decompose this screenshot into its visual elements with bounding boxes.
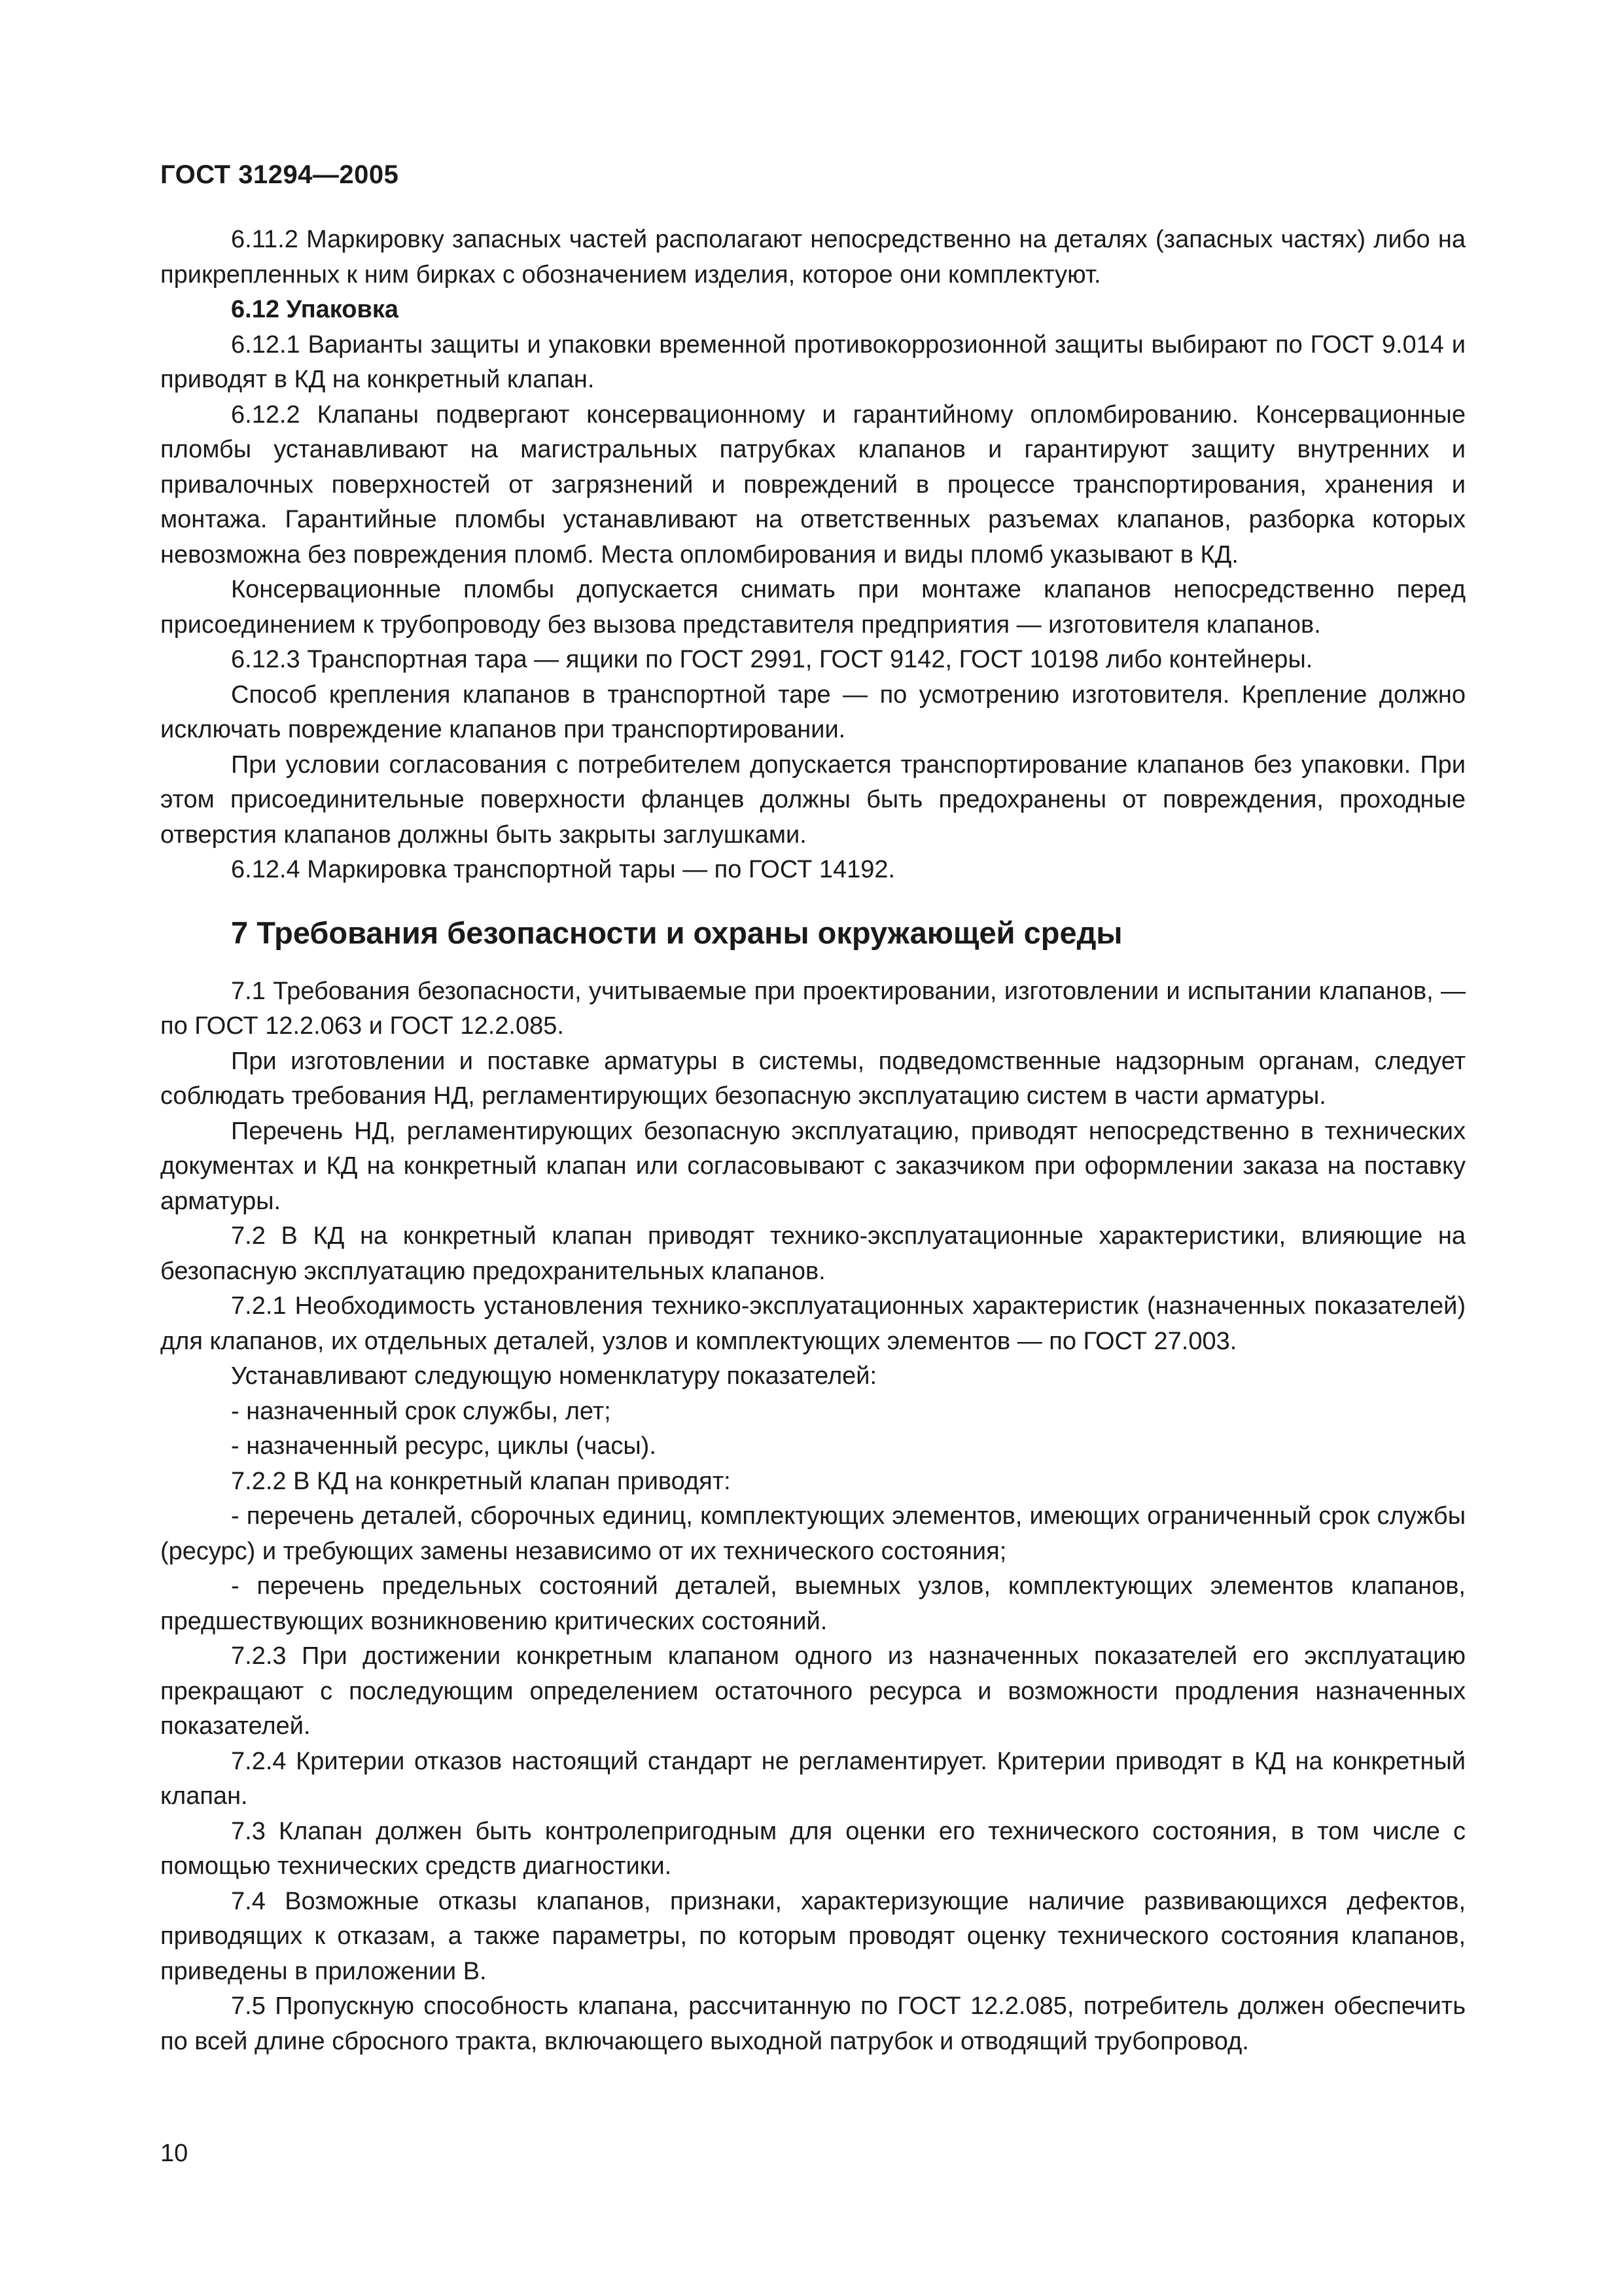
section-heading-7: 7 Требования безопасности и охраны окружающей среды: [231, 915, 1123, 950]
subsection-heading-6-12: 6.12 Упаковка: [231, 296, 399, 323]
paragraph-7-4: 7.4 Возможные отказы клапанов, признаки, характеризующие наличие развивающихся дефектов, приводящих к отказам, а также параметры, по которым проводят оценку технического состояния клапанов, приведены в приложении В.: [160, 1887, 1466, 1985]
list-item-resource: - назначенный ресурс, циклы (часы).: [231, 1432, 656, 1460]
paragraph-7-2-3: 7.2.3 При достижении конкретным клапаном одного из назначенных показателей его эксплуатацию прекращают с последующим определением остаточного ресурса и возможности продления назначенных показателей.: [160, 1642, 1466, 1740]
paragraph-7-1-nd-list: Перечень НД, регламентирующих безопасную эксплуатацию, приводят непосредственно в технических документах и КД на конкретный клапан или согласовывают с заказчиком при оформлении заказа на поставку арматуры.: [160, 1117, 1466, 1215]
list-item-parts-list: - перечень деталей, сборочных единиц, комплектующих элементов, имеющих ограниченный срок службы (ресурс) и требующих замены независимо от их технического состояния;: [160, 1502, 1466, 1565]
list-item-limit-states: - перечень предельных состояний деталей, выемных узлов, комплектующих элементов клапанов, предшествующих возникновению критических состояний.: [160, 1572, 1466, 1635]
paragraph-6-12-3-fastening: Способ крепления клапанов в транспортной таре — по усмотрению изготовителя. Крепление должно исключать повреждение клапанов при транспортировании.: [160, 680, 1466, 743]
paragraph-6-12-1: 6.12.1 Варианты защиты и упаковки временной противокоррозионной защиты выбирают по ГОСТ 9.014 и приводят в КД на конкретный клапан.: [160, 330, 1466, 393]
page-number: 10: [160, 2140, 188, 2167]
paragraph-6-12-3: 6.12.3 Транспортная тара — ящики по ГОСТ 2991, ГОСТ 9142, ГОСТ 10198 либо контейнеры.: [231, 646, 1313, 673]
paragraph-7-3: 7.3 Клапан должен быть контролепригодным для оценки его технического состояния, в том числе с помощью технических средств диагностики.: [160, 1817, 1466, 1880]
paragraph-6-12-2: 6.12.2 Клапаны подвергают консервационному и гарантийному опломбированию. Консервационные пломбы устанавливают на магистральных патрубках клапанов и гарантируют защиту внутренних и привалочных поверхностей от загрязнений и повреждений в процессе транспортирования, хранения и монтажа. Гарантийные пломбы устанавливают на ответственных разъемах клапанов, разборка которых невозможна без повреждения пломб. Места опломбирования и виды пломб указывают в КД.: [160, 400, 1466, 569]
paragraph-7-2: 7.2 В КД на конкретный клапан приводят технико-эксплуатационные характеристики, влияющие на безопасную эксплуатацию предохранительных клапанов.: [160, 1222, 1466, 1285]
paragraph-7-1: 7.1 Требования безопасности, учитываемые при проектировании, изготовлении и испытании клапанов, — по ГОСТ 12.2.063 и ГОСТ 12.2.085.: [160, 977, 1466, 1040]
paragraph-7-2-4: 7.2.4 Критерии отказов настоящий стандарт не регламентирует. Критерии приводят в КД на конкретный клапан.: [160, 1747, 1466, 1810]
document-code-header: ГОСТ 31294—2005: [160, 160, 399, 189]
paragraph-6-12-2-seals: Консервационные пломбы допускается снимать при монтаже клапанов непосредственно перед присоединением к трубопроводу без вызова представителя предприятия — изготовителя клапанов.: [160, 576, 1466, 639]
paragraph-7-5: 7.5 Пропускную способность клапана, рассчитанную по ГОСТ 12.2.085, потребитель должен обеспечить по всей длине сбросного тракта, включающего выходной патрубок и отводящий трубопровод.: [160, 1992, 1466, 2055]
paragraph-7-1-supply: При изготовлении и поставке арматуры в системы, подведомственные надзорным органам, следует соблюдать требования НД, регламентирующих безопасную эксплуатацию систем в части арматуры.: [160, 1047, 1466, 1110]
paragraph-6-12-4: 6.12.4 Маркировка транспортной тары — по ГОСТ 14192.: [231, 856, 896, 883]
paragraph-7-2-2: 7.2.2 В КД на конкретный клапан приводят:: [231, 1467, 731, 1495]
paragraph-6-11-2: 6.11.2 Маркировку запасных частей располагают непосредственно на деталях (запасных частях) либо на прикрепленных к ним бирках с обозначением изделия, которое они комплектуют.: [160, 226, 1466, 289]
list-item-service-life: - назначенный срок службы, лет;: [231, 1397, 611, 1425]
paragraph-6-12-3-no-packaging: При условии согласования с потребителем допускается транспортирование клапанов без упаковки. При этом присоединительные поверхности фланцев должны быть предохранены от повреждения, проходные отверстия клапанов должны быть закрыты заглушками.: [160, 751, 1466, 849]
paragraph-7-2-1-nomenclature: Устанавливают следующую номенклатуру показателей:: [231, 1362, 877, 1390]
paragraph-7-2-1: 7.2.1 Необходимость установления технико-эксплуатационных характеристик (назначенных показателей) для клапанов, их отдельных деталей, узлов и комплектующих элементов — по ГОСТ 27.003.: [160, 1292, 1466, 1355]
document-body: [160, 222, 1466, 2059]
